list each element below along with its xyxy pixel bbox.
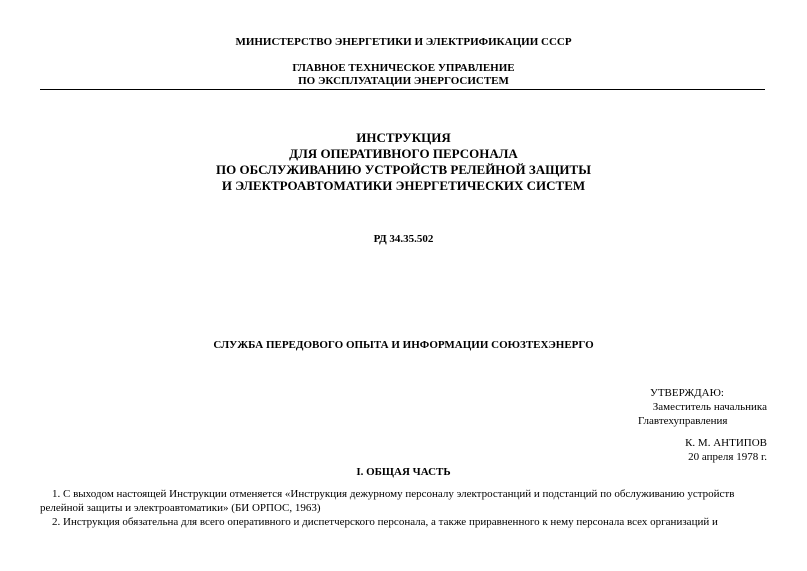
department-line-2: ПО ЭКСПЛУАТАЦИИ ЭНЕРГОСИСТЕМ [298,75,509,87]
paragraph-1-line-1: 1. С выходом настоящей Инструкции отменяется «Инструкция дежурному персоналу электростанций и подстанций по обслуживанию устройств [52,488,735,500]
approval-date: 20 апреля 1978 г. [688,451,767,463]
paragraph-2 [40,515,765,529]
section-heading: I. ОБЩАЯ ЧАСТЬ [356,466,451,478]
approval-signatory: К. М. АНТИПОВ [685,437,767,449]
title-line-3: ПО ОБСЛУЖИВАНИЮ УСТРОЙСТВ РЕЛЕЙНОЙ ЗАЩИТЫ [216,162,591,177]
title-line-1: ИНСТРУКЦИЯ [356,130,451,145]
paragraph-2-line-1: 2. Инструкция обязательна для всего оперативного и диспетчерского персонала, а также приравненного к нему персонала всех организаций и [52,516,718,528]
document-title [0,130,807,194]
department-line-1: ГЛАВНОЕ ТЕХНИЧЕСКОЕ УПРАВЛЕНИЕ [292,62,515,74]
title-line-2: ДЛЯ ОПЕРАТИВНОГО ПЕРСОНАЛА [289,146,518,161]
service-heading: СЛУЖБА ПЕРЕДОВОГО ОПЫТА И ИНФОРМАЦИИ СОЮЗТЕХЭНЕРГО [213,339,594,351]
header-divider [40,89,765,90]
department-heading [0,62,807,88]
approval-block [560,386,767,464]
paragraph-1-line-2: релейной защиты и электроавтоматики» (БИ ОРПОС, 1963) [40,502,321,514]
ministry-heading: МИНИСТЕРСТВО ЭНЕРГЕТИКИ И ЭЛЕКТРИФИКАЦИИ СССР [235,36,572,48]
title-line-4: И ЭЛЕКТРОАВТОМАТИКИ ЭНЕРГЕТИЧЕСКИХ СИСТЕМ [221,178,586,193]
document-code: РД 34.35.502 [373,233,434,245]
approval-heading: УТВЕРЖДАЮ: [650,387,724,399]
approval-position-line-1: Заместитель начальника [652,401,767,413]
paragraph-1 [40,487,765,515]
approval-position-line-2: Главтехуправления [638,415,728,427]
